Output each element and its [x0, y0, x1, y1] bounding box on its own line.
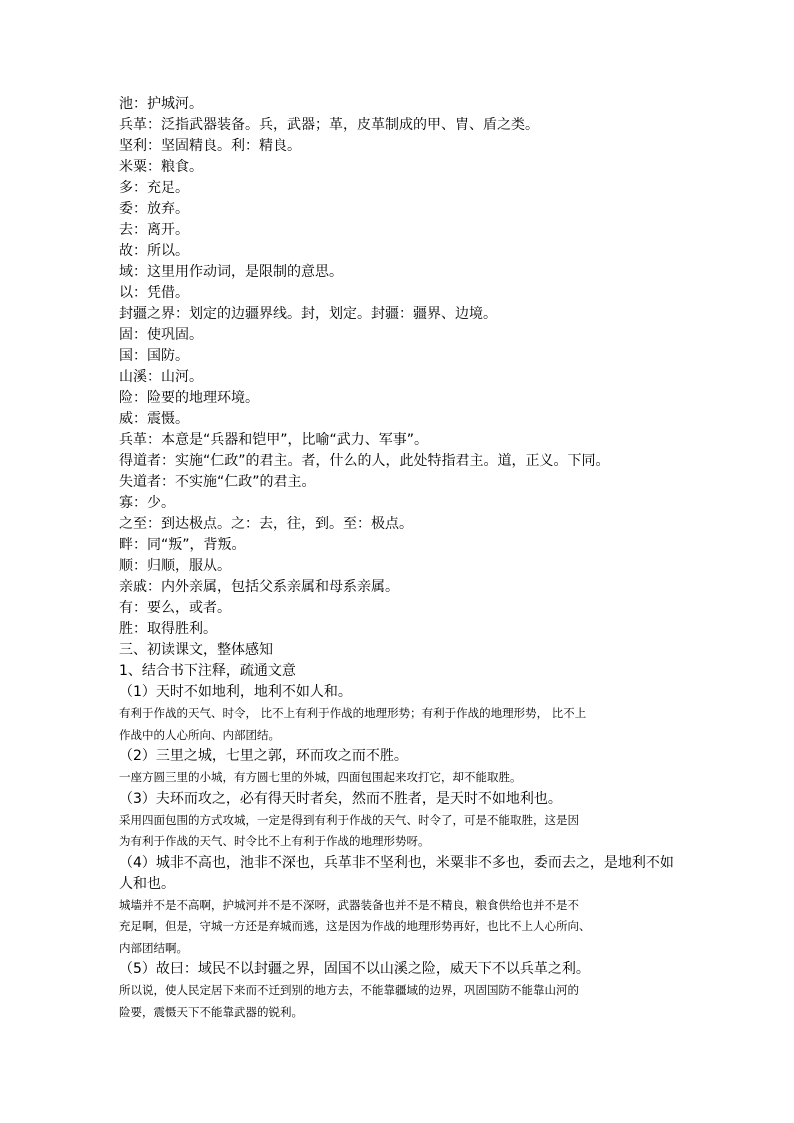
translation-line: 作战中的人心所向、内部团结。 — [119, 727, 280, 742]
note-line: 米粟：粮食。 — [119, 159, 203, 175]
note-line: 固：使巩固。 — [119, 327, 203, 343]
note-line: 坚利：坚固精良。利：精良。 — [119, 138, 301, 154]
translation-line: 险要，震慑天下不能靠武器的锐利。 — [119, 1004, 303, 1019]
section-heading: 三、初读课文，整体感知 — [119, 642, 273, 658]
original-text: （5）故曰：域民不以封疆之界，固国不以山溪之险，威天下不以兵革之利。 — [119, 961, 590, 977]
note-line: 亲戚：内外亲属，包括父系亲属和母系亲属。 — [119, 579, 399, 595]
note-line: 以：凭借。 — [119, 285, 189, 301]
note-line: 失道者：不实施“仁政”的君主。 — [119, 474, 316, 490]
translation-text — [119, 767, 679, 789]
note-line: 域：这里用作动词，是限制的意思。 — [119, 264, 343, 280]
note-line: 故：所以。 — [119, 243, 189, 259]
note-line: 寡：少。 — [119, 495, 175, 511]
note-line: 兵革：泛指武器装备。兵，武器；革，皮革制成的甲、胄、盾之类。 — [119, 117, 539, 133]
note-line: 畔：同“叛”，背叛。 — [119, 537, 246, 553]
translation-text — [119, 703, 679, 746]
note-line: 委：放弃。 — [119, 201, 189, 217]
translation-line: 城墙并不是不高啊，护城河并不是不深呀，武器装备也并不是不精良，粮食供给也并不是不 — [119, 897, 579, 912]
passage-4 — [119, 853, 679, 960]
original-text: （1）天时不如地利，地利不如人和。 — [119, 684, 352, 700]
note-line: 有：要么，或者。 — [119, 600, 231, 616]
note-line: 得道者：实施“仁政”的君主。者，什么的人，此处特指君主。道，正义。下同。 — [119, 453, 610, 469]
passage-1 — [119, 682, 679, 746]
passage-2 — [119, 746, 679, 789]
note-line: 多：充足。 — [119, 180, 189, 196]
passage-3 — [119, 789, 679, 853]
note-line: 之至：到达极点。之：去，往，到。至：极点。 — [119, 516, 413, 532]
note-line: 封疆之界：划定的边疆界线。封，划定。封疆：疆界、边境。 — [119, 306, 497, 322]
original-line: （4）城非不高也，池非不深也，兵革非不坚利也，米粟非不多也，委而去之，是地利不如 — [119, 854, 674, 871]
translation-line: 所以说，使人民定居下来而不迁到别的地方去，不能靠疆域的边界，巩固国防不能靠山河的 — [119, 983, 579, 997]
subsection-heading: 1、结合书下注释，疏通文意 — [119, 663, 296, 679]
original-line: 人和也。 — [119, 875, 175, 892]
document-page — [119, 94, 679, 1023]
translation-line: 采用四面包围的方式攻城，一定是得到有利于作战的天气、时令了，可是不能取胜，这是因 — [119, 812, 579, 827]
note-line: 池：护城河。 — [119, 96, 203, 112]
translation-text — [119, 810, 679, 853]
note-line: 胜：取得胜利。 — [119, 621, 217, 637]
note-line: 国：国防。 — [119, 348, 189, 364]
vocabulary-notes — [119, 94, 679, 682]
translation-line: 充足啊，但是，守城一方还是弃城而逃，这是因为作战的地理形势再好，也比不上人心所向、 — [119, 919, 591, 933]
translation-text — [119, 895, 679, 960]
note-line: 威：震慑。 — [119, 411, 189, 427]
note-line: 山溪：山河。 — [119, 369, 203, 385]
note-line: 兵革：本意是“兵器和铠甲”，比喻“武力、军事”。 — [119, 432, 429, 448]
translation-line: 内部团结啊。 — [119, 940, 188, 955]
translation-line: 为有利于作战的天气、时令比不上有利于作战的地理形势呀。 — [119, 834, 430, 848]
note-line: 险：险要的地理环境。 — [119, 390, 259, 406]
translation-line: 有利于作战的天气、时令， 比不上有利于作战的地理形势；有利于作战的地理形势， 比不上 — [119, 706, 587, 720]
passage-5 — [119, 959, 679, 1023]
original-text: （3）夫环而攻之，必有得天时者矣，然而不胜者，是天时不如地利也。 — [119, 790, 562, 807]
original-text: （2）三里之城，七里之郭，环而攻之而不胜。 — [119, 748, 408, 764]
translation-line: 一座方圆三里的小城，有方圆七里的外城，四面包围起来攻打它，却不能取胜。 — [119, 770, 522, 784]
translation-text — [119, 980, 679, 1023]
original-text — [119, 853, 679, 895]
note-line: 去：离开。 — [119, 222, 189, 238]
note-line: 顺：归顺，服从。 — [119, 558, 231, 574]
